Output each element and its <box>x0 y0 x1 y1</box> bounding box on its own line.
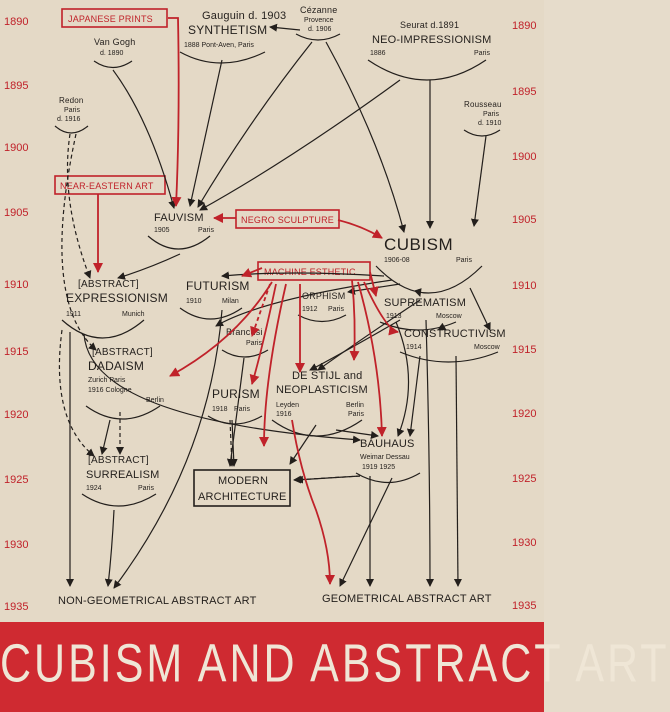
node-label: NEOPLASTICISM <box>276 384 368 396</box>
node-label: Leyden <box>276 402 299 409</box>
node-van-gogh <box>94 37 135 68</box>
node-frame <box>86 406 160 419</box>
node-label: Gauguin d. 1903 <box>202 10 287 22</box>
node-label: Moscow <box>474 344 500 351</box>
influence-arrow <box>292 420 330 584</box>
node-dadaism <box>86 347 164 419</box>
influence-arrow <box>102 420 110 454</box>
outcome-geometrical: GEOMETRICAL ABSTRACT ART <box>322 593 492 605</box>
node-label: Milan <box>222 298 239 305</box>
year-label: 1905 <box>4 207 29 219</box>
node-de-stijl <box>272 370 368 436</box>
influence-arrow <box>200 80 400 210</box>
influence-arrow <box>168 18 179 206</box>
node-label: 1916 <box>276 411 292 418</box>
node-fauvism <box>148 212 214 249</box>
year-label: 1895 <box>4 80 29 92</box>
node-label: FUTURISM <box>186 279 250 293</box>
node-label: MACHINE ESTHETIC <box>264 267 356 277</box>
node-label: JAPANESE PRINTS <box>68 14 153 24</box>
influence-arrow <box>190 60 222 206</box>
node-rousseau <box>464 100 502 136</box>
node-label: [ABSTRACT] <box>78 279 139 290</box>
node-label: Provence <box>304 17 334 24</box>
node-label: MODERN <box>218 475 269 487</box>
node-frame <box>94 61 132 68</box>
year-label: 1890 <box>512 20 537 32</box>
year-label: 1910 <box>512 280 537 292</box>
influence-arrow <box>68 134 91 278</box>
node-label: 1916 Cologne <box>88 387 132 394</box>
influence-arrow <box>418 290 420 296</box>
node-label: Paris <box>138 485 154 492</box>
node-label: 1919 1925 <box>362 464 396 471</box>
node-frame <box>82 494 156 506</box>
node-label: d. 1916 <box>57 116 81 123</box>
node-futurism <box>180 279 250 319</box>
node-label: SURREALISM <box>86 469 160 481</box>
node-label: NEAR-EASTERN ART <box>60 181 154 191</box>
node-label: FAUVISM <box>154 212 204 224</box>
year-label: 1910 <box>4 279 29 291</box>
node-label: Cézanne <box>300 5 338 15</box>
node-label: 1918 <box>212 406 228 413</box>
node-label: 1888 Pont-Aven, Paris <box>184 42 254 49</box>
node-purism <box>208 387 262 424</box>
node-label: 1906-08 <box>384 257 410 264</box>
node-frame <box>55 126 88 133</box>
node-label: Munich <box>122 311 145 318</box>
influence-arrow <box>340 478 392 586</box>
node-label: Paris <box>198 227 214 234</box>
year-label: 1895 <box>512 86 537 98</box>
node-frame <box>296 34 340 40</box>
year-label: 1900 <box>4 142 29 154</box>
node-frame <box>368 60 486 80</box>
influence-negro-sculpture <box>236 210 339 228</box>
node-label: Paris <box>483 111 499 118</box>
influence-arrow <box>198 42 312 207</box>
node-label: Redon <box>59 96 84 105</box>
node-label: Zurich Paris <box>88 377 126 384</box>
node-expressionism <box>62 279 168 338</box>
year-scale-right <box>512 20 536 612</box>
node-label: 1913 <box>386 313 402 320</box>
node-constructivism <box>400 328 506 362</box>
node-frame <box>400 352 498 362</box>
node-label: Seurat d.1891 <box>400 20 460 30</box>
node-label: Paris <box>474 50 490 57</box>
node-label: Weimar Dessau <box>360 454 410 461</box>
year-label: 1935 <box>512 600 537 612</box>
year-label: 1930 <box>4 539 29 551</box>
node-label: CONSTRUCTIVISM <box>404 328 506 340</box>
node-frame <box>272 420 362 436</box>
outcome-non-geometrical: NON-GEOMETRICAL ABSTRACT ART <box>58 595 257 607</box>
node-label: 1912 <box>302 306 318 313</box>
node-cezanne <box>296 5 340 40</box>
node-label: Paris <box>246 340 262 347</box>
node-label: SYNTHETISM <box>188 23 268 37</box>
influence-arrow <box>326 42 404 232</box>
year-label: 1930 <box>512 537 537 549</box>
node-label: d. 1906 <box>308 26 332 33</box>
node-label: Van Gogh <box>94 37 136 47</box>
influence-arrow <box>232 420 234 466</box>
influence-machine-esthetic <box>258 262 370 280</box>
influence-arrow <box>410 356 420 436</box>
node-label: Moscow <box>436 313 462 320</box>
node-label: Paris <box>456 257 472 264</box>
title-banner <box>0 622 670 712</box>
influence-arrow <box>270 27 300 30</box>
node-label: 1910 <box>186 298 202 305</box>
influence-arrow <box>242 268 262 276</box>
node-surrealism <box>82 455 160 506</box>
book-title: CUBISM AND ABSTRACT ART <box>0 634 670 694</box>
node-modern-architecture <box>194 470 290 506</box>
node-label: BAUHAUS <box>360 438 415 450</box>
node-label: d. 1910 <box>478 120 502 127</box>
node-bauhaus <box>356 438 420 483</box>
node-label: Brancusi <box>226 327 263 337</box>
node-label: Rousseau <box>464 100 502 109</box>
influence-arrow <box>474 136 486 226</box>
year-label: 1915 <box>4 346 29 358</box>
node-label: Paris <box>328 306 344 313</box>
node-cubism <box>376 235 482 293</box>
node-label: Paris <box>64 107 80 114</box>
node-redon <box>55 96 88 133</box>
year-label: 1905 <box>512 214 537 226</box>
influence-arrow <box>456 356 458 586</box>
node-label: Berlin <box>146 397 164 404</box>
node-label: 1914 <box>406 344 422 351</box>
year-label: 1925 <box>512 473 537 485</box>
node-frame <box>464 130 500 136</box>
influence-arrow <box>352 280 355 360</box>
node-label: ARCHITECTURE <box>198 491 287 503</box>
node-frame <box>148 236 210 249</box>
node-frame <box>62 320 144 338</box>
influence-arrow <box>336 430 378 436</box>
year-label: 1890 <box>4 16 29 28</box>
year-label: 1915 <box>512 344 537 356</box>
year-label: 1920 <box>4 409 29 421</box>
node-label: NEGRO SCULPTURE <box>241 215 335 225</box>
influence-arrow <box>338 220 382 238</box>
node-label: Berlin <box>346 402 364 409</box>
node-label: 1911 <box>66 311 82 318</box>
year-label: 1900 <box>512 151 537 163</box>
node-label: ORPHISM <box>302 291 346 301</box>
node-label: NEO-IMPRESSIONISM <box>372 34 492 46</box>
node-label: 1905 <box>154 227 170 234</box>
influence-arrow <box>118 254 180 278</box>
node-label: [ABSTRACT] <box>92 347 153 358</box>
node-label: Paris <box>234 406 250 413</box>
year-scale-left <box>4 16 28 613</box>
node-label: d. 1890 <box>100 50 124 57</box>
node-seurat-neo-impressionism <box>368 20 492 80</box>
influence-arrow <box>470 288 490 330</box>
node-label: SUPREMATISM <box>384 297 467 309</box>
node-label: DADAISM <box>88 359 145 373</box>
node-frame <box>180 52 265 63</box>
node-gauguin-synthetism <box>180 10 286 63</box>
node-label: DE STIJL and <box>292 370 363 382</box>
influence-arrow <box>108 510 114 586</box>
node-label: 1886 <box>370 50 386 57</box>
node-label: Paris <box>348 411 364 418</box>
year-label: 1925 <box>4 474 29 486</box>
node-frame <box>356 473 420 483</box>
node-label: CUBISM <box>384 235 454 254</box>
node-label: EXPRESSIONISM <box>66 291 168 305</box>
node-label: 1924 <box>86 485 102 492</box>
influence-japanese-prints <box>62 9 167 27</box>
year-label: 1920 <box>512 408 537 420</box>
node-label: [ABSTRACT] <box>88 455 149 466</box>
year-label: 1935 <box>4 601 29 613</box>
node-frame <box>298 315 346 322</box>
influence-near-eastern-art <box>55 176 165 194</box>
node-suprematism <box>380 297 466 330</box>
node-label: PURISM <box>212 387 260 401</box>
